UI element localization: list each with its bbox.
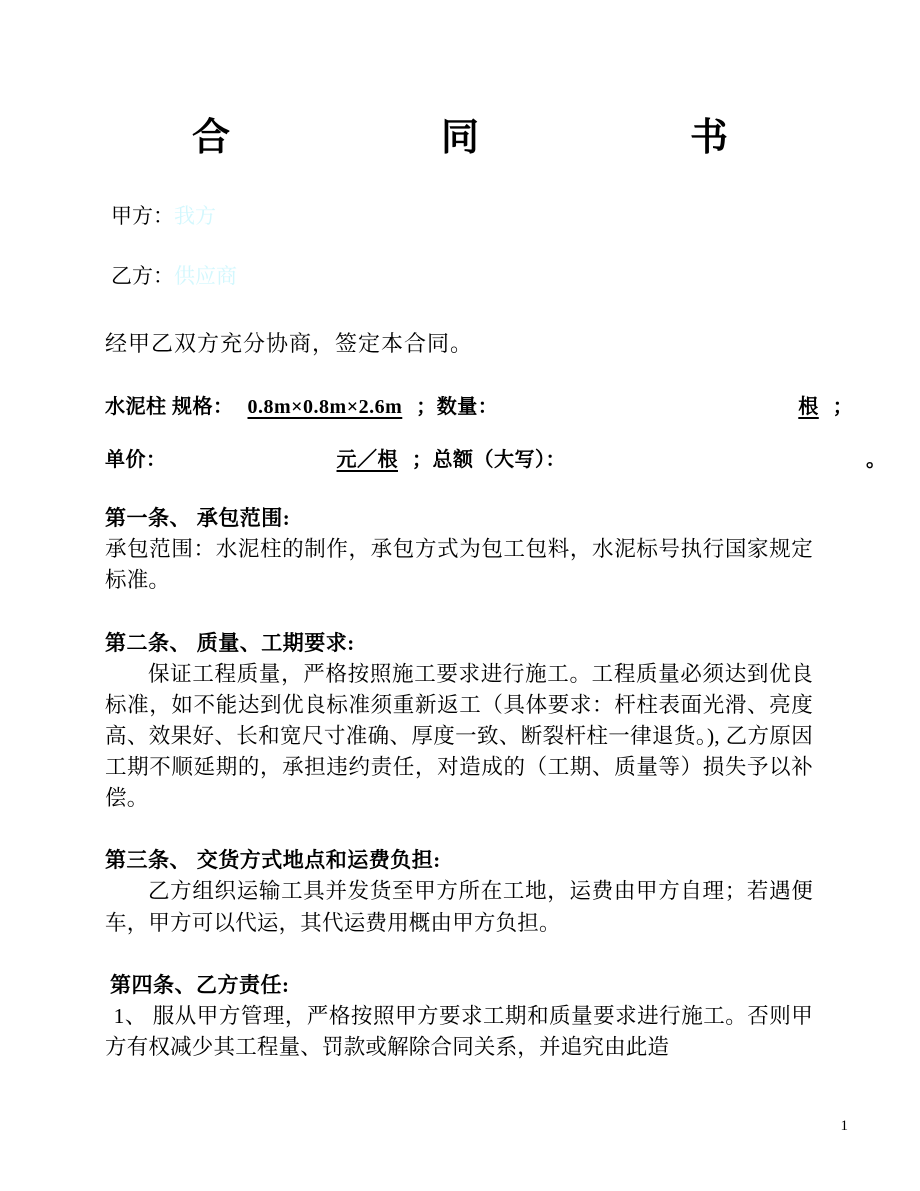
section-2-paragraph: 保证工程质量，严格按照施工要求进行施工。工程质量必须达到优良标准，如不能达到优良标准须重新返工（具体要求：杆柱表面光滑、亮度高、效果好、长和宽尺寸准确、厚度一致、断裂杆柱一律退货。), 乙方原因工期不顺延期的，承担违约责任，对造成的（工期、质量等）损失予以补偿。 [105,661,813,811]
document-body [105,0,887,1063]
section-1-heading: 第一条、 承包范围: [105,506,291,531]
quantity-value-field [498,396,833,418]
spec-line [105,390,854,419]
section-2-heading: 第二条、 质量、工期要求: [105,630,355,655]
section-4-heading: 第四条、乙方责任: [110,972,290,997]
section-1-paragraph: 承包范围：水泥柱的制作，承包方式为包工包料，水泥标号执行国家规定标准。 [105,537,813,593]
party-b-line [111,264,815,289]
party-b-label: 乙方： [111,263,174,288]
spec-value-field [234,396,417,418]
price-line [105,443,887,472]
party-a-value: 我方 [174,203,216,228]
page-number: 1 [840,1118,848,1134]
party-a-line [111,204,815,229]
spec-semicolon: ； [416,396,437,419]
item-spec-label: 水泥柱 规格： [105,396,234,419]
unit-price-unit: 元／根 [336,449,398,472]
section-4-paragraph: 1、 服从甲方管理，严格按照甲方要求工期和质量要求进行施工。否则甲方有权减少其工程量、罚款或解除合同关系，并追究由此造 [105,1003,813,1059]
quantity-semicolon: ； [832,396,854,419]
section-3-paragraph: 乙方组织运输工具并发货至甲方所在工地，运费由甲方自理；若遇便车，甲方可以代运，其代运费用概由甲方负担。 [105,879,813,935]
page-title: 合 同 书 [191,117,750,159]
total-value-field [566,449,866,471]
total-label: 总额（大写）： [432,449,566,472]
unit-price-field [167,449,413,471]
spec-value: 0.8m×0.8m×2.6m [247,396,403,419]
unit-price-label: 单价： [105,449,167,472]
price-period: 。 [866,449,887,472]
party-a-label: 甲方： [111,203,174,228]
quantity-label: 数量： [436,396,499,419]
price-semicolon: ； [412,449,433,472]
quantity-unit: 根 [798,396,819,419]
section-3-heading: 第三条、 交货方式地点和运费负担: [105,848,441,873]
intro-paragraph: 经甲乙双方充分协商，签定本合同。 [105,331,474,357]
party-b-value: 供应商 [174,263,237,288]
